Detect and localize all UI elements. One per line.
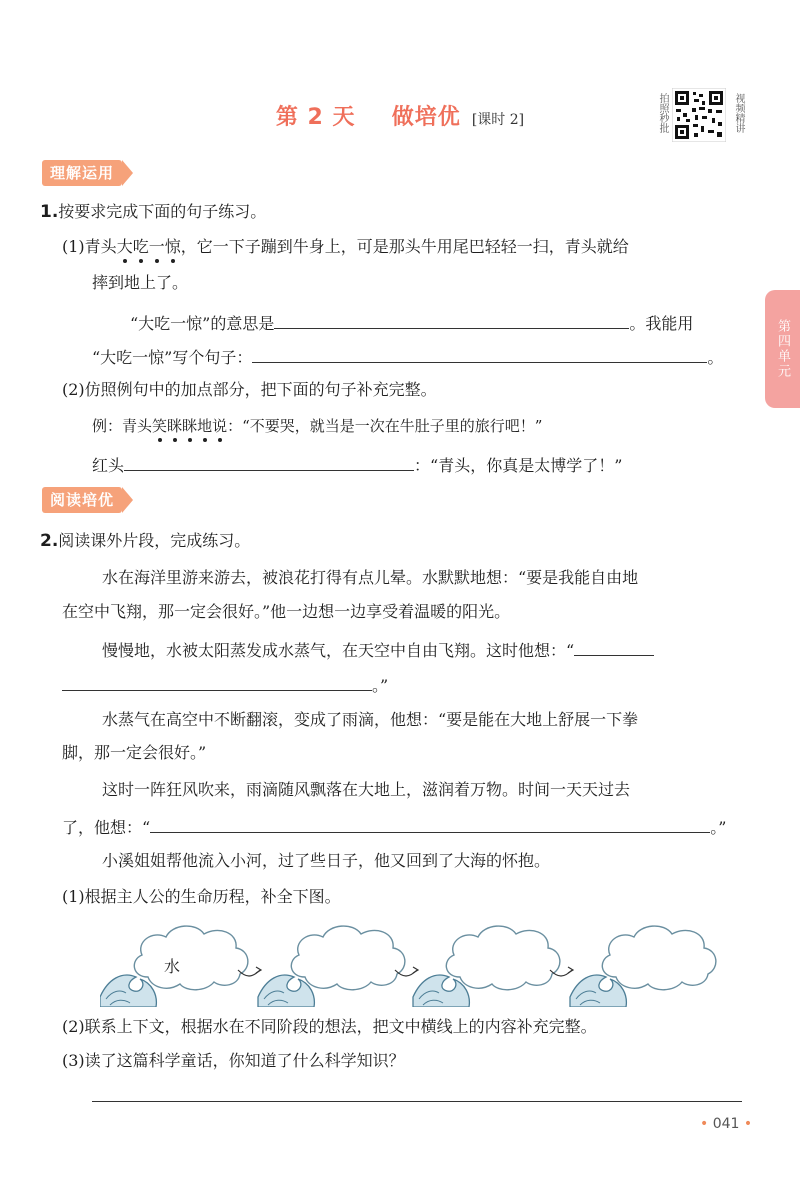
stage-1-cloud[interactable] [134, 926, 248, 990]
section-tag-text: 理解运用 [50, 164, 115, 182]
text-run: 红头 [92, 456, 125, 475]
example-sentence [92, 415, 542, 437]
qr-left-text: 拍照秒批 [657, 93, 668, 133]
dotted-char: 笑 [152, 417, 168, 435]
page-number-text: 041 [712, 1116, 740, 1132]
text-run: ，它一下子蹦到牛身上，可是那头牛用尾巴轻轻一扫，青头就给 [180, 237, 629, 256]
qr-code-icon[interactable] [672, 88, 726, 142]
answer-blank-fill[interactable] [124, 452, 414, 471]
dotted-char: 眯 [167, 417, 183, 435]
text-run: 例：青头 [92, 417, 153, 435]
q1-sentence-line [92, 344, 723, 369]
water-cycle-diagram [100, 922, 720, 1007]
part-label: (2) [62, 380, 85, 399]
q1-part1-line2: 摔到地上了。 [92, 273, 189, 292]
passage-para1-line1: 水在海洋里游来游去，被浪花打得有点儿晕。水默默地想：“要是我能自由地 [102, 568, 639, 587]
answer-blank-sentence[interactable] [252, 344, 707, 363]
passage-para4-line1: 这时一阵狂风吹来，雨滴随风飘落在大地上，滋润着万物。时间一天天过去 [102, 780, 631, 799]
passage-para2-line2 [62, 672, 388, 697]
passage-para3-line2: 脚，那一定会很好。” [62, 743, 207, 762]
q1-meaning-line [130, 310, 693, 335]
title-lesson: [课时 2] [471, 112, 525, 128]
answer-blank-vapor-1[interactable] [574, 637, 654, 656]
qr-caption-left [656, 93, 668, 137]
question-text: 按要求完成下面的句子练习。 [58, 202, 267, 221]
text-run: 。” [710, 818, 727, 837]
stage-3-cloud[interactable] [446, 926, 560, 990]
passage-para4-line2 [62, 814, 726, 839]
passage-para3-line1: 水蒸气在高空中不断翻滚，变成了雨滴，他想：“要是能在大地上舒展一下拳 [102, 710, 639, 729]
dotted-char: 吃 [132, 237, 149, 256]
stage-1-wave-icon [100, 975, 156, 1007]
dotted-char: 眯 [182, 417, 198, 435]
question-number: 2. [40, 531, 59, 551]
text-run: 仿照例句中的加点部分，把下面的句子补充完整。 [84, 380, 437, 399]
q1-part2 [62, 379, 437, 401]
dotted-char: 说 [212, 417, 228, 435]
page-number: • 041 • [700, 1116, 753, 1132]
text-run: “大吃一惊”写个句子： [92, 348, 253, 367]
answer-blank-meaning[interactable] [274, 310, 629, 329]
part-label: (1) [62, 237, 85, 256]
text-run: ：“不要哭，就当是一次在牛肚子里的旅行吧！” [227, 417, 543, 435]
text-run: 了，他想：“ [62, 818, 151, 837]
dotted-char: 惊 [164, 237, 181, 256]
subquestion-2: (2)联系上下文，根据水在不同阶段的想法，把文中横线上的内容补充完整。 [62, 1017, 597, 1036]
question-2 [40, 530, 250, 552]
cloud-label-water: 水 [164, 957, 181, 976]
section-tag-reading [42, 487, 122, 513]
unit-side-tab[interactable]: 第四单元 [765, 290, 800, 408]
qr-caption-right [732, 93, 744, 137]
title-name: 做培优 [391, 105, 461, 130]
text-run: 。我能用 [629, 314, 694, 333]
text-run: 慢慢地，水被太阳蒸发成水蒸气，在天空中自由飞翔。这时他想：“ [102, 641, 575, 660]
fill-sentence [92, 452, 622, 477]
question-text: 阅读课外片段，完成练习。 [58, 531, 251, 550]
question-1 [40, 201, 266, 223]
text-run: 青头 [84, 237, 117, 256]
section-tag-understand [42, 160, 122, 186]
text-run: 。 [707, 348, 724, 367]
subquestion-3: (3)读了这篇科学童话，你知道了什么科学知识？ [62, 1051, 405, 1070]
dotted-char: 大 [116, 237, 133, 256]
dotted-char: 一 [148, 237, 165, 256]
q1-part1-line1 [62, 236, 629, 258]
text-run: ：“青头，你真是太博学了！” [414, 456, 623, 475]
passage-para1-line2: 在空中飞翔，那一定会很好。”他一边想一边享受着温暖的阳光。 [62, 602, 511, 621]
dotted-char: 地 [197, 417, 213, 435]
stage-2-cloud[interactable] [291, 926, 405, 990]
text-run: 。” [372, 676, 389, 695]
passage-para5: 小溪姐姐帮他流入小河，过了些日子，他又回到了大海的怀抱。 [102, 851, 551, 870]
question-number: 1. [40, 202, 59, 222]
qr-right-text: 视频精讲 [733, 93, 744, 133]
subquestion-1: (1)根据主人公的生命历程，补全下图。 [62, 887, 341, 906]
answer-blank-rain[interactable] [150, 814, 710, 833]
stage-4-cloud[interactable] [602, 926, 716, 990]
passage-para2-line1 [102, 637, 654, 662]
answer-line-3[interactable] [92, 1101, 742, 1102]
section-tag-text: 阅读培优 [50, 491, 115, 509]
title-day: 第 2 天 [275, 105, 356, 130]
answer-blank-vapor-2[interactable] [62, 672, 372, 691]
text-run: “大吃一惊”的意思是 [130, 314, 275, 333]
diagram-svg [100, 922, 720, 1007]
